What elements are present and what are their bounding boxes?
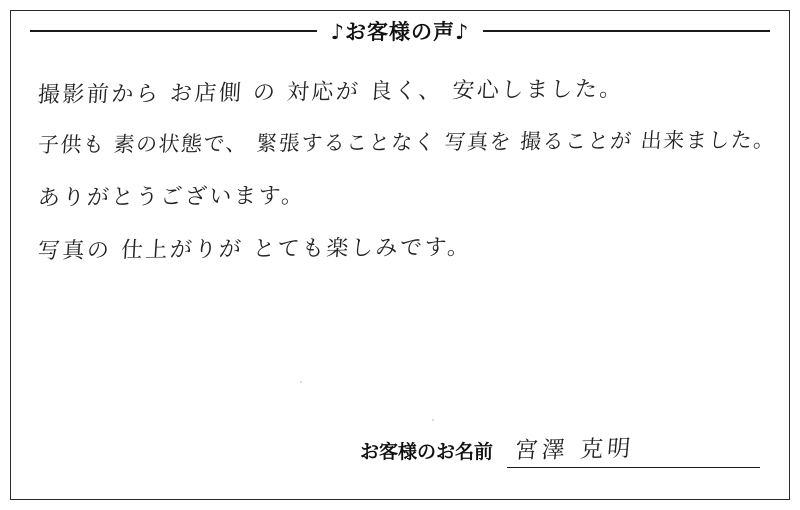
message-line: 撮影前から お店側 の 対応が 良く、 安心しました。 (37, 76, 625, 109)
message-line: ありがとうございます。 (37, 183, 307, 212)
heading-row (30, 16, 770, 46)
handwritten-message (36, 62, 777, 382)
message-line: 子供も 素の状態で、 緊張することなく 写真を 撮ることが 出来ました。 (36, 127, 777, 158)
paper-speck (300, 381, 302, 383)
heading-rule-right (483, 30, 770, 32)
signature-row (360, 431, 760, 468)
page-title: ♪お客様の声♪ (330, 20, 470, 44)
heading-rule-left (30, 30, 317, 32)
message-line: 写真の 仕上がりが とても楽しみです。 (37, 235, 473, 265)
paper-speck (432, 419, 434, 421)
customer-name-label: お客様のお名前 (360, 441, 494, 463)
signature-line (507, 431, 760, 468)
customer-signature: 宮澤 克明 (513, 435, 636, 465)
